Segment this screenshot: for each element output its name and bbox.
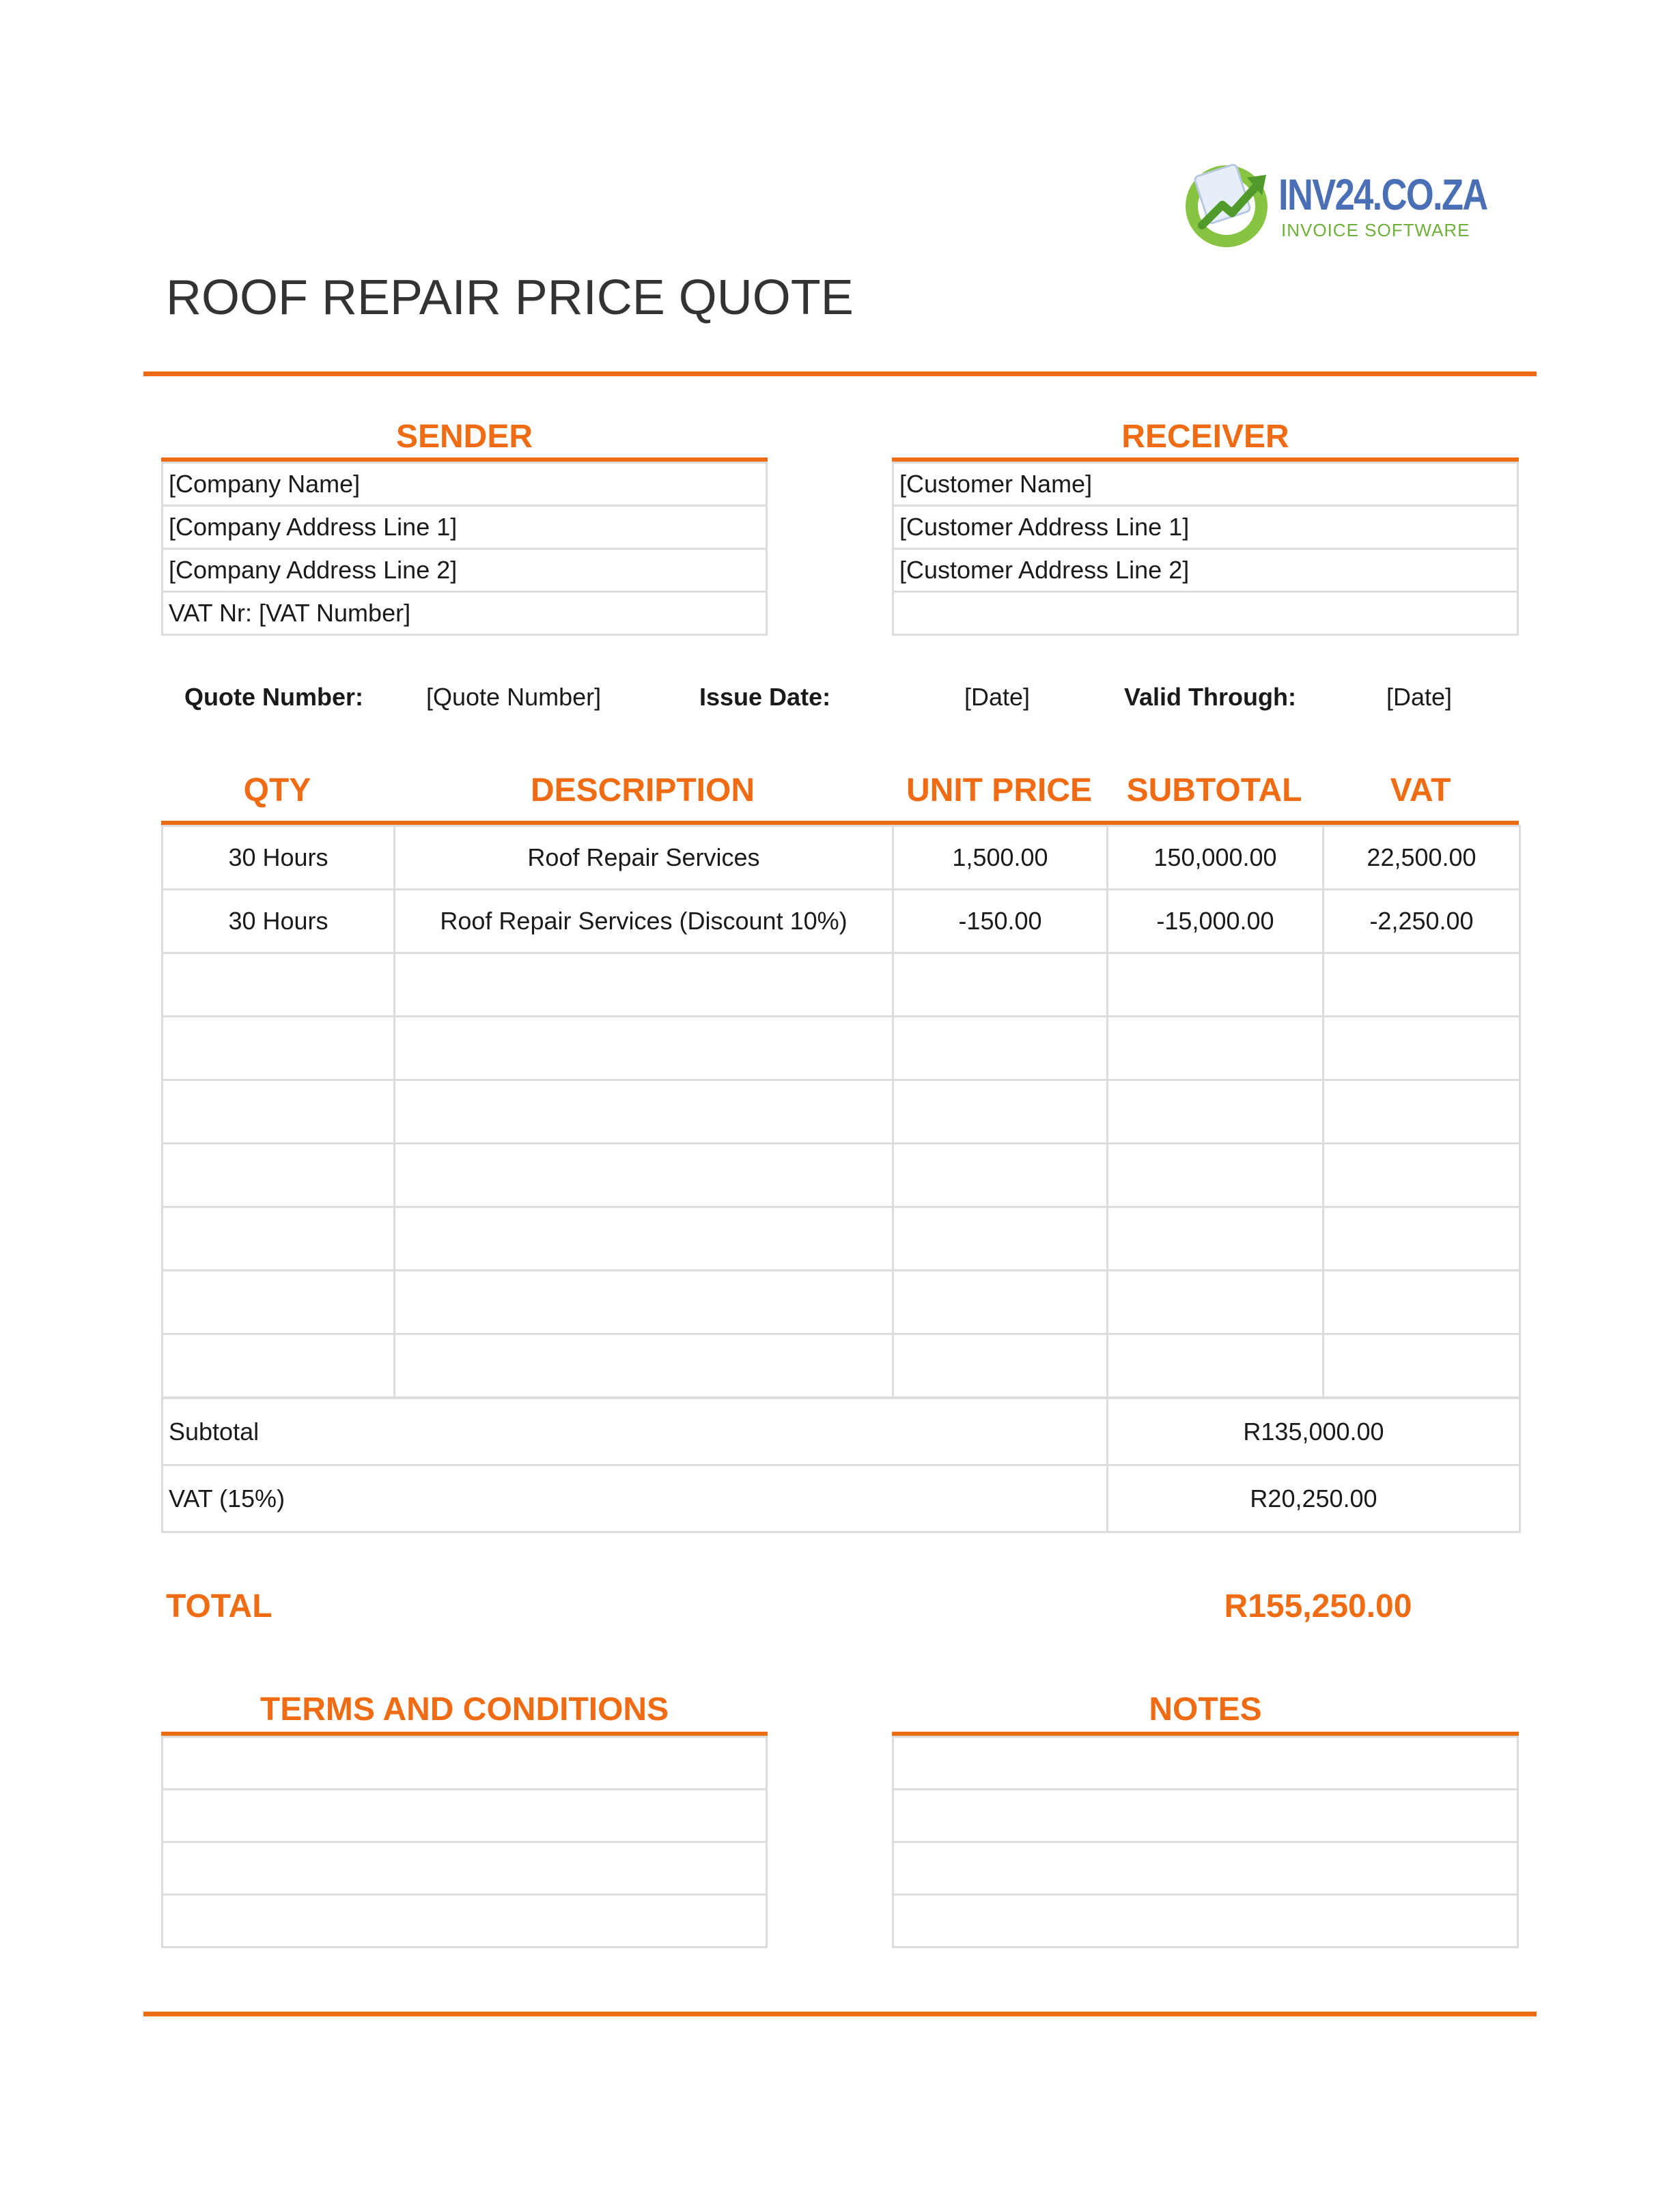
quote-number-label: Quote Number:	[184, 683, 364, 711]
vat-cell	[1324, 1144, 1520, 1207]
description-cell	[395, 1334, 893, 1398]
sender-company-name: [Company Name]	[163, 463, 767, 506]
notes-line	[893, 1842, 1518, 1895]
receiver-table	[892, 462, 1519, 636]
description-cell	[395, 1144, 893, 1207]
valid-through-label: Valid Through:	[1124, 683, 1296, 711]
table-row	[163, 1080, 1520, 1144]
rising-arrow-document-icon	[1181, 157, 1277, 253]
terms-line	[163, 1842, 767, 1895]
table-row	[163, 1207, 1520, 1271]
qty-cell	[163, 1017, 395, 1080]
sender-vat-number: VAT Nr: [VAT Number]	[163, 592, 767, 635]
column-header-description: DESCRIPTION	[530, 772, 755, 808]
table-row	[163, 1017, 1520, 1080]
vat-cell	[1324, 1080, 1520, 1144]
qty-cell	[163, 1207, 395, 1271]
vat-cell	[1324, 1207, 1520, 1271]
subtotal-cell: -15,000.00	[1108, 890, 1324, 953]
vat-cell	[1324, 1334, 1520, 1398]
vat-cell: 22,500.00	[1324, 826, 1520, 890]
notes-heading: NOTES	[1149, 1691, 1262, 1728]
items-table	[161, 825, 1521, 1398]
page-title: ROOF REPAIR PRICE QUOTE	[166, 270, 854, 325]
subtotal-cell	[1108, 953, 1324, 1017]
valid-through-value: [Date]	[1386, 683, 1453, 711]
issue-date-label: Issue Date:	[699, 683, 831, 711]
table-row	[163, 826, 1520, 890]
sender-address-line-2: [Company Address Line 2]	[163, 549, 767, 592]
subtotal-cell	[1108, 1334, 1324, 1398]
terms-line	[163, 1895, 767, 1947]
unit-price-cell	[893, 1207, 1108, 1271]
vat-cell	[1324, 1271, 1520, 1334]
unit-price-cell: 1,500.00	[893, 826, 1108, 890]
terms-line	[163, 1737, 767, 1790]
terms-table	[161, 1736, 768, 1948]
vat-cell	[1324, 953, 1520, 1017]
qty-cell	[163, 1080, 395, 1144]
qty-cell	[163, 1334, 395, 1398]
description-cell	[395, 953, 893, 1017]
brand-name: INV24.CO.ZA	[1278, 170, 1487, 219]
top-divider	[143, 371, 1537, 376]
brand-logo	[1181, 157, 1487, 253]
table-row	[163, 890, 1520, 953]
sender-address-line-1: [Company Address Line 1]	[163, 506, 767, 549]
subtotal-value: R135,000.00	[1108, 1398, 1520, 1465]
notes-table	[892, 1736, 1519, 1948]
qty-cell: 30 Hours	[163, 826, 395, 890]
receiver-address-line-1: [Customer Address Line 1]	[893, 506, 1518, 549]
description-cell	[395, 1080, 893, 1144]
totals-table	[161, 1397, 1521, 1533]
notes-line	[893, 1895, 1518, 1947]
subtotal-label: Subtotal	[163, 1398, 1108, 1465]
column-header-vat: VAT	[1390, 772, 1451, 808]
notes-line	[893, 1790, 1518, 1842]
unit-price-cell	[893, 1017, 1108, 1080]
table-row	[163, 1271, 1520, 1334]
description-cell	[395, 1271, 893, 1334]
description-cell	[395, 1207, 893, 1271]
subtotal-cell	[1108, 1017, 1324, 1080]
quote-number-value: [Quote Number]	[426, 683, 602, 711]
receiver-address-line-2: [Customer Address Line 2]	[893, 549, 1518, 592]
subtotal-cell	[1108, 1144, 1324, 1207]
vat-label: VAT (15%)	[163, 1465, 1108, 1532]
qty-cell	[163, 953, 395, 1017]
table-row	[163, 953, 1520, 1017]
unit-price-cell	[893, 953, 1108, 1017]
bottom-divider	[143, 2012, 1537, 2016]
qty-cell	[163, 1271, 395, 1334]
qty-cell: 30 Hours	[163, 890, 395, 953]
vat-cell	[1324, 1017, 1520, 1080]
description-cell: Roof Repair Services	[395, 826, 893, 890]
sender-table	[161, 462, 768, 636]
sender-heading: SENDER	[395, 419, 533, 455]
issue-date-value: [Date]	[964, 683, 1031, 711]
vat-value: R20,250.00	[1108, 1465, 1520, 1532]
subtotal-cell	[1108, 1271, 1324, 1334]
vat-cell: -2,250.00	[1324, 890, 1520, 953]
receiver-blank-line	[893, 592, 1518, 635]
brand-tagline: INVOICE SOFTWARE	[1281, 220, 1470, 240]
unit-price-cell	[893, 1334, 1108, 1398]
total-value: R155,250.00	[1224, 1588, 1412, 1624]
notes-line	[893, 1737, 1518, 1790]
qty-cell	[163, 1144, 395, 1207]
terms-heading: TERMS AND CONDITIONS	[260, 1691, 669, 1728]
description-cell	[395, 1017, 893, 1080]
column-header-subtotal: SUBTOTAL	[1126, 772, 1302, 808]
column-header-unit-price: UNIT PRICE	[906, 772, 1092, 808]
total-label: TOTAL	[166, 1588, 272, 1624]
unit-price-cell	[893, 1080, 1108, 1144]
receiver-customer-name: [Customer Name]	[893, 463, 1518, 506]
subtotal-cell	[1108, 1207, 1324, 1271]
unit-price-cell: -150.00	[893, 890, 1108, 953]
terms-line	[163, 1790, 767, 1842]
subtotal-cell: 150,000.00	[1108, 826, 1324, 890]
description-cell: Roof Repair Services (Discount 10%)	[395, 890, 893, 953]
unit-price-cell	[893, 1271, 1108, 1334]
receiver-heading: RECEIVER	[1121, 419, 1289, 455]
table-row	[163, 1144, 1520, 1207]
table-row	[163, 1334, 1520, 1398]
unit-price-cell	[893, 1144, 1108, 1207]
column-header-qty: QTY	[243, 772, 311, 808]
subtotal-cell	[1108, 1080, 1324, 1144]
